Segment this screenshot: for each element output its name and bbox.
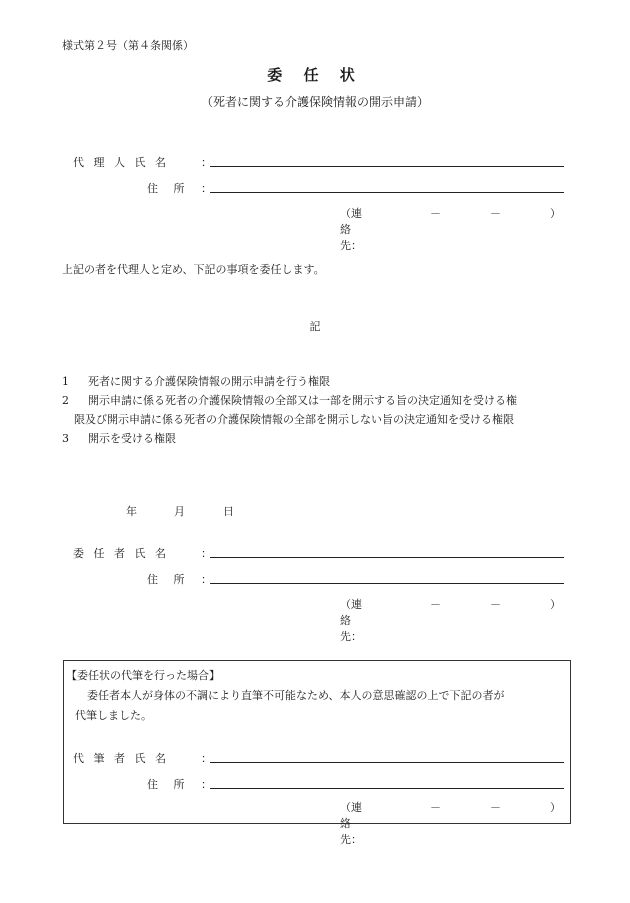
agent-name-label: 代 理 人 氏 名 bbox=[73, 156, 169, 169]
principal-name-field[interactable] bbox=[210, 543, 564, 558]
proxy-address-label: 住 所 bbox=[147, 778, 191, 791]
principal-name-colon: ： bbox=[201, 547, 212, 560]
proxy-name-field[interactable] bbox=[210, 748, 564, 763]
contact-close: ） bbox=[550, 598, 561, 611]
proxy-address-colon: ： bbox=[201, 778, 212, 791]
principal-name-label: 委 任 者 氏 名 bbox=[73, 547, 169, 560]
contact-dash-2: － bbox=[490, 207, 501, 220]
principal-address-colon: ： bbox=[201, 573, 212, 586]
contact-dash-2: － bbox=[490, 801, 501, 814]
proxy-box-heading: 【委任状の代筆を行った場合】 bbox=[66, 669, 220, 682]
principal-address-field[interactable] bbox=[210, 569, 564, 584]
agent-name-colon: ： bbox=[201, 156, 212, 169]
proxy-address-field[interactable] bbox=[210, 774, 564, 789]
contact-open: （連絡先： bbox=[340, 207, 362, 252]
date-field[interactable] bbox=[0, 503, 630, 519]
list-item: 1 死者に関する介護保険情報の開示申請を行う権限 bbox=[62, 375, 330, 388]
contact-dash-1: － bbox=[430, 207, 441, 220]
contact-dash-1: － bbox=[430, 801, 441, 814]
proxy-name-label: 代 筆 者 氏 名 bbox=[73, 752, 169, 765]
contact-dash-2: － bbox=[490, 598, 501, 611]
contact-open: （連絡先： bbox=[340, 598, 362, 643]
principal-address-label: 住 所 bbox=[147, 573, 191, 586]
contact-close: ） bbox=[550, 801, 561, 814]
agent-address-colon: ： bbox=[201, 182, 212, 195]
list-item-continued: 限及び開示申請に係る死者の介護保険情報の全部を開示しない旨の決定通知を受ける権限 bbox=[74, 413, 514, 426]
list-item: 3 開示を受ける権限 bbox=[62, 432, 176, 445]
page-subtitle: （死者に関する介護保険情報の開示申請） bbox=[200, 95, 429, 109]
contact-open: （連絡先： bbox=[340, 801, 362, 846]
contact-close: ） bbox=[550, 207, 561, 220]
delegation-text: 上記の者を代理人と定め、下記の事項を委任します。 bbox=[62, 263, 325, 276]
agent-address-field[interactable] bbox=[210, 178, 564, 193]
list-item: 2 開示申請に係る死者の介護保険情報の全部又は一部を開示する旨の決定通知を受ける権 bbox=[62, 394, 517, 407]
proxy-box-text-line2: 代筆しました。 bbox=[75, 709, 152, 722]
contact-dash-1: － bbox=[430, 598, 441, 611]
date-month: 月 bbox=[174, 505, 185, 518]
ki-heading: 記 bbox=[309, 320, 321, 333]
form-number: 様式第２号（第４条関係） bbox=[62, 39, 194, 52]
date-day: 日 bbox=[223, 505, 234, 518]
agent-address-label: 住 所 bbox=[147, 182, 191, 195]
page-title: 委 任 状 bbox=[267, 66, 363, 84]
proxy-box-text-line1: 委任者本人が身体の不調により直筆不可能なため、本人の意思確認の上で下記の者が bbox=[87, 689, 505, 702]
proxy-name-colon: ： bbox=[201, 752, 212, 765]
agent-name-field[interactable] bbox=[210, 152, 564, 167]
date-year: 年 bbox=[126, 505, 137, 518]
